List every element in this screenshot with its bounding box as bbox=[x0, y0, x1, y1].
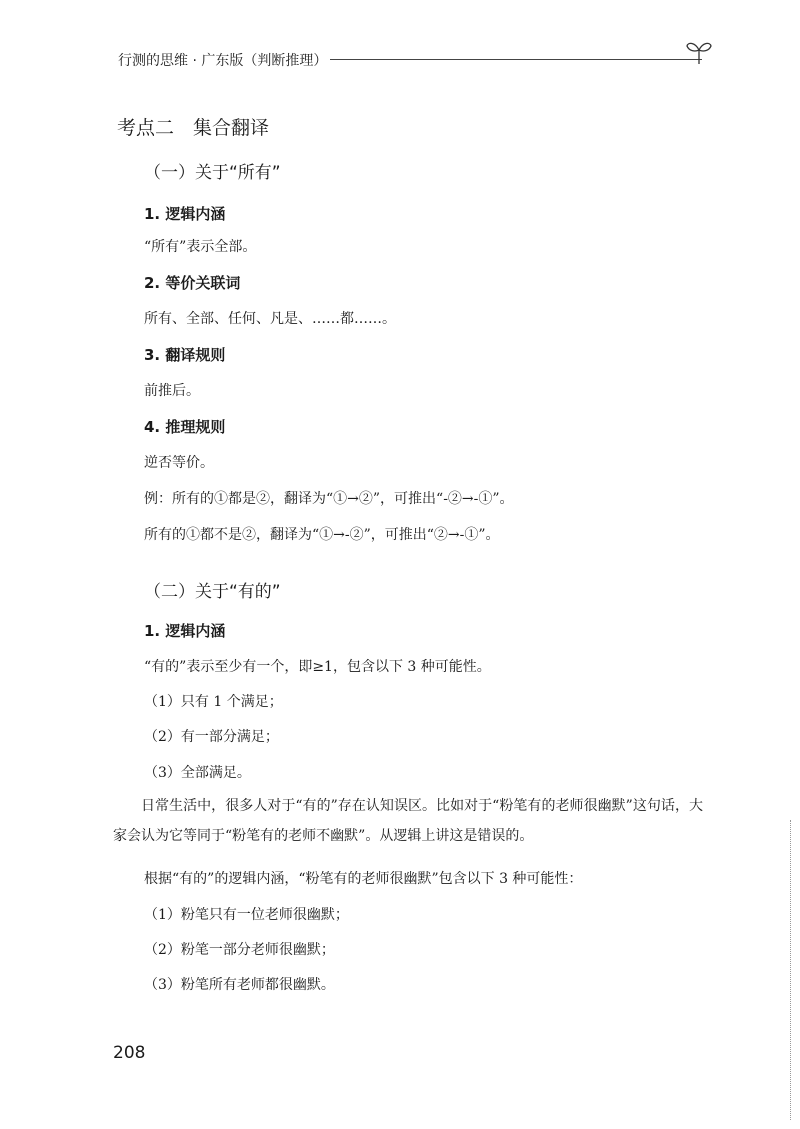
header-rule bbox=[330, 59, 702, 60]
section-title: 考点二 集合翻译 bbox=[117, 117, 270, 139]
page-number: 208 bbox=[113, 1043, 146, 1063]
part2-intro: “有的”表示至少有一个，即≥1，包含以下 3 种可能性。 bbox=[144, 659, 491, 675]
part1-example1: 例：所有的①都是②，翻译为“①→②”，可推出“-②→-①”。 bbox=[144, 491, 514, 507]
part2-case-2: （2）粉笔一部分老师很幽默； bbox=[144, 942, 335, 958]
running-header bbox=[118, 50, 718, 72]
part1-title: （一）关于“所有” bbox=[144, 163, 281, 183]
header-title: 行测的思维 · 广东版（判断推理） bbox=[118, 53, 328, 69]
part1-item1-text: “所有”表示全部。 bbox=[144, 239, 257, 255]
part1-item3-head: 3. 翻译规则 bbox=[144, 346, 226, 364]
part2-case-1: （1）粉笔只有一位老师很幽默； bbox=[144, 907, 349, 923]
scan-edge-mark bbox=[790, 820, 792, 1120]
part2-possibility-2: （2）有一部分满足； bbox=[144, 729, 279, 745]
part2-possibility-1: （1）只有 1 个满足； bbox=[144, 694, 283, 710]
part2-case-3: （3）粉笔所有老师都很幽默。 bbox=[144, 977, 335, 993]
part2-title: （二）关于“有的” bbox=[144, 582, 281, 602]
sprout-icon bbox=[684, 36, 714, 66]
part2-paragraph: 日常生活中，很多人对于“有的”存在认知误区。比如对于“粉笔有的老师很幽默”这句话，大家会认为它等同于“粉笔有的老师不幽默”。从逻辑上讲这是错误的。 bbox=[113, 798, 703, 844]
part1-example2: 所有的①都不是②，翻译为“①→-②”，可推出“②→-①”。 bbox=[144, 527, 500, 543]
part1-item2-head: 2. 等价关联词 bbox=[144, 274, 241, 292]
part1-item3-text: 前推后。 bbox=[144, 383, 200, 399]
part1-item4-text: 逆否等价。 bbox=[144, 455, 214, 471]
part1-item2-text: 所有、全部、任何、凡是、……都……。 bbox=[144, 311, 396, 327]
part2-head: 1. 逻辑内涵 bbox=[144, 622, 226, 640]
part2-possibility-3: （3）全部满足。 bbox=[144, 765, 251, 781]
part1-item1-head: 1. 逻辑内涵 bbox=[144, 205, 226, 223]
part2-analysis: 根据“有的”的逻辑内涵，“粉笔有的老师很幽默”包含以下 3 种可能性： bbox=[144, 871, 583, 887]
part1-item4-head: 4. 推理规则 bbox=[144, 418, 226, 436]
